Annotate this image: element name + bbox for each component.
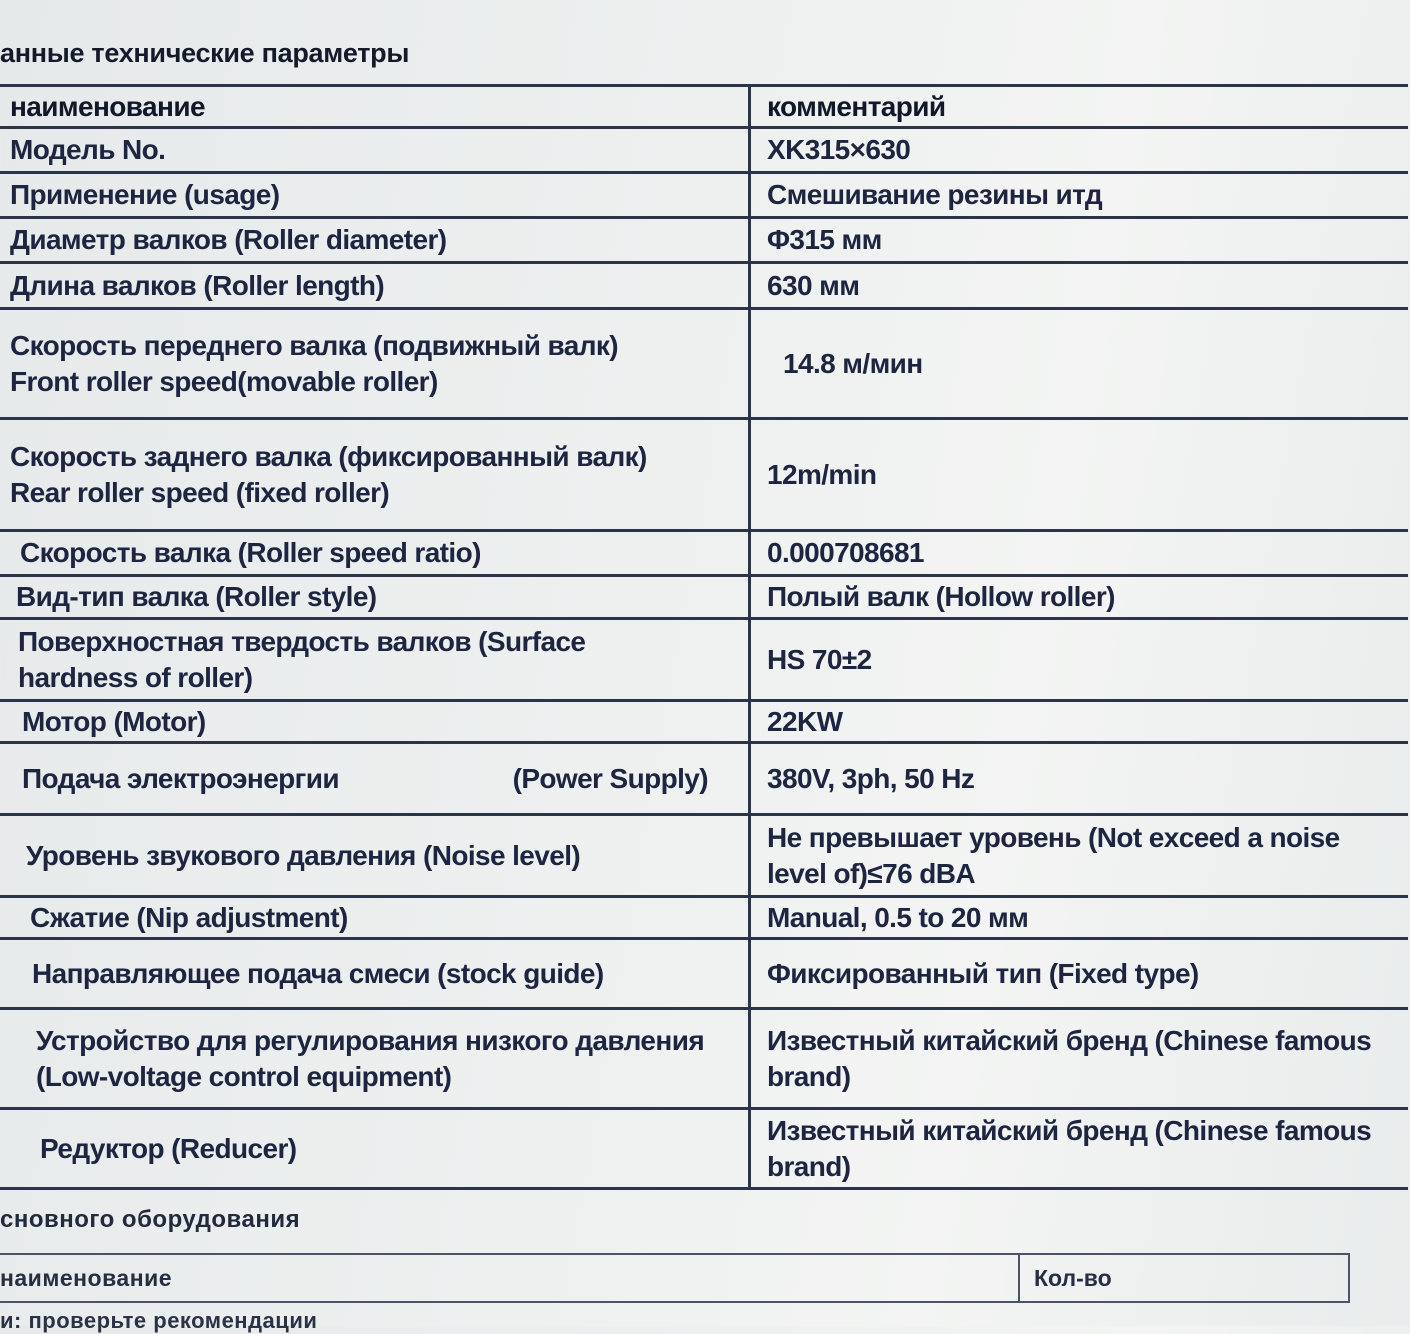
table-row xyxy=(0,619,1408,701)
row-label-line2: Front roller speed(movable roller) xyxy=(10,365,438,397)
row-value: 14.8 м/мин xyxy=(750,309,1409,419)
equipment-table-header xyxy=(0,1253,1350,1303)
row-value-line1: Известный китайский бренд (Chinese famous xyxy=(767,1114,1372,1146)
row-value-line2: level of)≤76 dBA xyxy=(767,857,976,889)
table-row xyxy=(0,218,1408,263)
header-name: наименование xyxy=(0,86,750,128)
table-row xyxy=(0,128,1408,173)
row-label: Применение (usage) xyxy=(0,173,750,218)
row-label-line2: Rear roller speed (fixed roller) xyxy=(10,476,390,508)
row-value: 0.000708681 xyxy=(750,531,1409,576)
row-value-line2: brand) xyxy=(767,1060,851,1092)
row-value xyxy=(750,815,1409,897)
table-row xyxy=(0,939,1408,1009)
table-row xyxy=(0,263,1408,309)
row-label: Уровень звукового давления (Noise level) xyxy=(0,815,750,897)
table-row xyxy=(0,576,1408,619)
row-label: Направляющее подача смеси (stock guide) xyxy=(0,939,750,1009)
row-value: Φ315 мм xyxy=(750,218,1409,263)
table-row xyxy=(0,1109,1408,1189)
row-value: Manual, 0.5 to 20 мм xyxy=(750,897,1409,939)
footnote: и: проверьте рекомендации xyxy=(0,1308,318,1333)
header-comment: комментарий xyxy=(750,86,1409,128)
row-value-line1: Известный китайский бренд (Chinese famous xyxy=(767,1024,1372,1056)
table-row xyxy=(0,531,1408,576)
row-value-line2: brand) xyxy=(767,1150,851,1182)
row-value xyxy=(750,1009,1409,1109)
row-label: Модель No. xyxy=(0,128,750,173)
table-row xyxy=(0,701,1408,743)
row-value: Полый валк (Hollow roller) xyxy=(750,576,1409,619)
table-header-row xyxy=(0,86,1408,128)
row-value: XK315×630 xyxy=(750,128,1409,173)
row-label: Скорость валка (Roller speed ratio) xyxy=(0,531,750,576)
table-row xyxy=(0,743,1408,815)
row-label xyxy=(0,1009,750,1109)
row-label xyxy=(0,619,750,701)
table-row xyxy=(0,897,1408,939)
table-row xyxy=(0,309,1408,419)
row-value: 380V, 3ph, 50 Hz xyxy=(750,743,1409,815)
table-row xyxy=(0,419,1408,531)
row-label: Мотор (Motor) xyxy=(0,701,750,743)
equipment-header-name: наименование xyxy=(0,1265,173,1291)
column-divider xyxy=(1018,1255,1020,1301)
table-row xyxy=(0,1009,1408,1109)
row-label-ru: Подача электроэнергии xyxy=(22,762,339,794)
row-label: Сжатие (Nip adjustment) xyxy=(0,897,750,939)
row-value: 12m/min xyxy=(750,419,1409,531)
row-label-line2: (Low-voltage control equipment) xyxy=(36,1060,452,1092)
row-value xyxy=(750,1109,1409,1189)
table-row xyxy=(0,173,1408,218)
row-label: Длина валков (Roller length) xyxy=(0,263,750,309)
row-label: Редуктор (Reducer) xyxy=(0,1109,750,1189)
row-value: Смешивание резины итд xyxy=(750,173,1409,218)
row-value-line1: Не превышает уровень (Not exceed a noise xyxy=(767,821,1340,853)
row-value: Фиксированный тип (Fixed type) xyxy=(750,939,1409,1009)
row-value: 630 мм xyxy=(750,263,1409,309)
row-label: Вид-тип валка (Roller style) xyxy=(0,576,750,619)
row-label xyxy=(0,419,750,531)
row-label-line1: Поверхностная твердость валков (Surface xyxy=(18,625,586,657)
row-label-en: (Power Supply) xyxy=(512,762,708,794)
equipment-header-qty: Кол-во xyxy=(1034,1265,1112,1291)
table-row xyxy=(0,815,1408,897)
row-label: Диаметр валков (Roller diameter) xyxy=(0,218,750,263)
row-label-line1: Устройство для регулирования низкого давления xyxy=(36,1024,705,1056)
parameters-table xyxy=(0,84,1408,1190)
row-value: 22KW xyxy=(750,701,1409,743)
row-label-line1: Скорость заднего валка (фиксированный валк) xyxy=(10,440,647,472)
row-label-line2: hardness of roller) xyxy=(18,661,253,693)
row-label-line1: Скорость переднего валка (подвижный валк) xyxy=(10,329,619,361)
equipment-section-title: сновного оборудования xyxy=(0,1206,301,1233)
row-value: HS 70±2 xyxy=(750,619,1409,701)
row-label xyxy=(0,309,750,419)
row-label xyxy=(0,743,750,815)
page-title: анные технические параметры xyxy=(0,38,410,68)
